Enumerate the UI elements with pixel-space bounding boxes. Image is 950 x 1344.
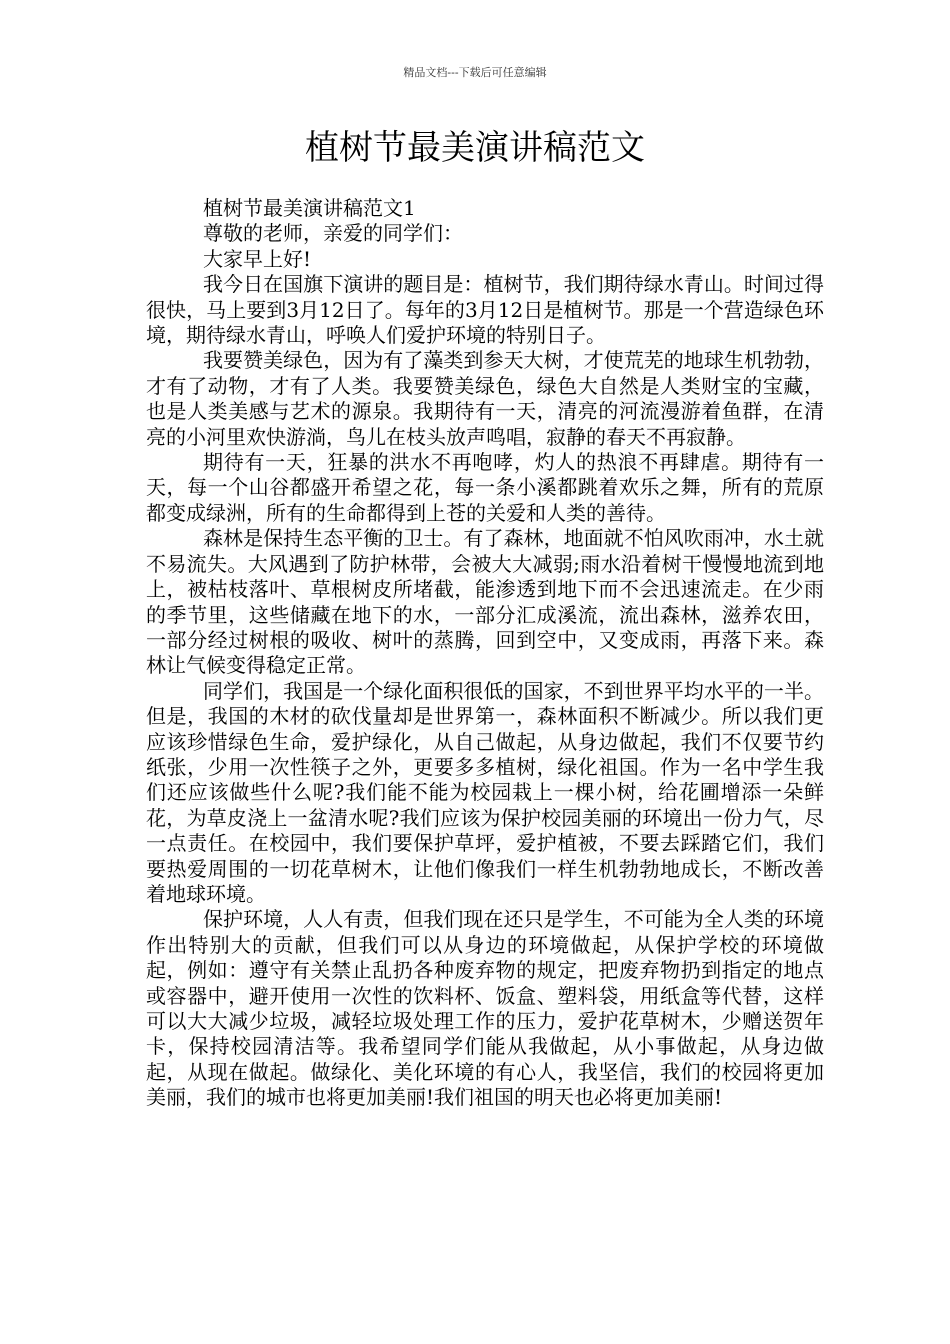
paragraph-classmates: 同学们，我国是一个绿化面积很低的国家，不到世界平均水平的一半。但是，我国的木材的砍伐量却是世界第一，森林面积不断减少。所以我们更应该珍惜绿色生命，爱护绿化，从自己做起，从身边做起，我们不仅要节约纸张，少用一次性筷子之外，更要多多植树，绿化祖国。作为一名中学生我们还应该做些什么呢?我们能不能为校园栽上一棵小树，给花圃增添一朵鲜花，为草皮浇上一盆清水呢?我们应该为保护校园美丽的环境出一份力气，尽一点责任。在校园中，我们要保护草坪，爱护植被，不要去踩踏它们，我们要热爱周围的一切花草树木，让他们像我们一样生机勃勃地成长，不断改善着地球环境。: [146, 678, 824, 906]
document-title: 植树节最美演讲稿范文: [305, 128, 645, 168]
paragraph-greeting: 大家早上好!: [203, 246, 312, 271]
paragraph-hope: 期待有一天，狂暴的洪水不再咆哮，灼人的热浪不再肆虐。期待有一天，每一个山谷都盛开希望之花，每一条小溪都跳着欢乐之舞，所有的荒原都变成绿洲，所有的生命都得到上苍的关爱和人类的善待。: [146, 450, 824, 525]
paragraph-salutation: 尊敬的老师，亲爱的同学们：: [203, 221, 463, 246]
paragraph-praise-green: 我要赞美绿色，因为有了藻类到参天大树，才使荒芜的地球生机勃勃，才有了动物，才有了人类。我要赞美绿色，绿色大自然是人类财宝的宝藏，也是人类美感与艺术的源泉。我期待有一天，清亮的河流漫游着鱼群，在清亮的小河里欢快游淌，鸟儿在枝头放声鸣唱，寂静的春天不再寂静。: [146, 348, 824, 449]
paragraph-forest: 森林是保持生态平衡的卫士。有了森林，地面就不怕风吹雨冲，水土就不易流失。大风遇到了防护林带，会被大大减弱;雨水沿着树干慢慢地流到地上，被枯枝落叶、草根树皮所堵截，能渗透到地下而不会迅速流走。在少雨的季节里，这些储藏在地下的水，一部分汇成溪流，流出森林，滋养农田，一部分经过树根的吸收、树叶的蒸腾，回到空中，又变成雨，再落下来。森林让气候变得稳定正常。: [146, 526, 824, 678]
paragraph-subtitle: 植树节最美演讲稿范文1: [203, 196, 416, 220]
document-body: [146, 196, 824, 1111]
paragraph-intro: 我今日在国旗下演讲的题目是：植树节，我们期待绿水青山。时间过得很快，马上要到3月12日了。每年的3月12日是植树节。那是一个营造绿色环境，期待绿水青山，呼唤人们爱护环境的特别日子。: [146, 272, 824, 348]
paragraph-protect: 保护环境，人人有责，但我们现在还只是学生，不可能为全人类的环境作出特别大的贡献，但我们可以从身边的环境做起，从保护学校的环境做起，例如：遵守有关禁止乱扔各种废弃物的规定，把废弃物扔到指定的地点或容器中，避开使用一次性的饮料杯、饭盒、塑料袋，用纸盒等代替，这样可以大大减少垃圾，减轻垃圾处理工作的压力，爱护花草树木，少赠送贺年卡，保持校园清洁等。我希望同学们能从我做起，从小事做起，从身边做起，从现在做起。做绿化、美化环境的有心人，我坚信，我们的校园将更加美丽，我们的城市也将更加美丽!我们祖国的明天也必将更加美丽!: [146, 907, 824, 1110]
header-note: 精品文档---下载后可任意编辑: [403, 66, 547, 79]
